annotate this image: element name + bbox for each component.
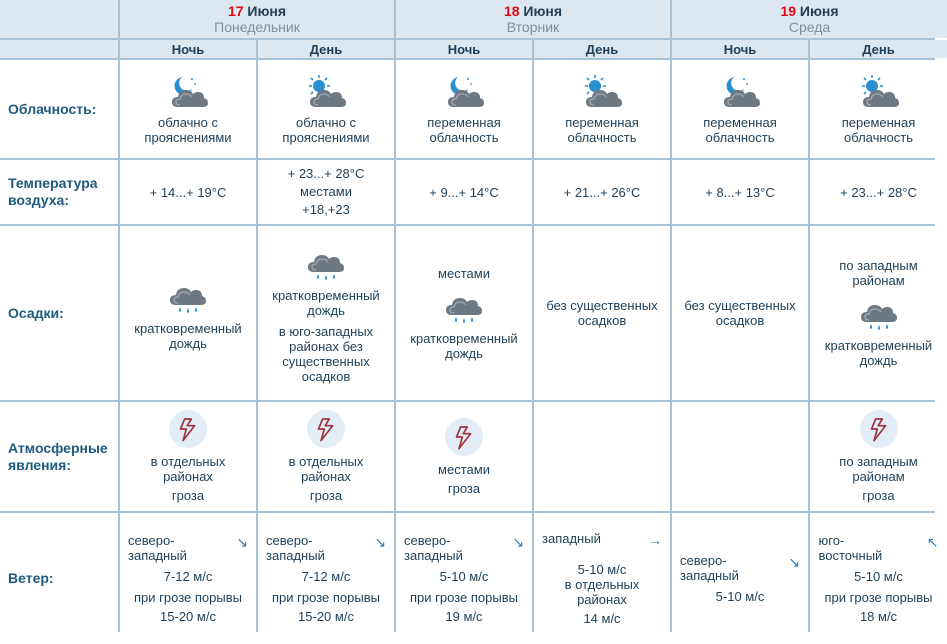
- atmo-text: местами: [438, 461, 490, 477]
- precip-extra: в юго-западных: [278, 324, 374, 339]
- temp-cell: [396, 160, 532, 224]
- temp-value: + 14...+ 19°C: [149, 184, 227, 200]
- precip-text: дождь: [859, 353, 898, 368]
- cloud-cell: [258, 60, 394, 158]
- atmo-text: районах: [163, 469, 213, 484]
- wind-direction: северо-: [404, 533, 451, 548]
- wind-gust: районах: [577, 592, 627, 607]
- wind-gust: при грозе порывы: [272, 590, 380, 605]
- rain-cloud-icon: [166, 275, 210, 315]
- cloud-text: переменная: [427, 115, 501, 130]
- day-header-1: [120, 0, 394, 38]
- atmo-cell: [120, 402, 256, 511]
- day-month: Июня: [799, 3, 839, 19]
- wind-gust-value: 15-20 м/с: [160, 609, 216, 624]
- day-number: 19: [780, 3, 797, 19]
- day-header-3: [672, 0, 947, 38]
- moon-cloud-icon: [166, 73, 210, 109]
- wind-arrow-icon: ↘: [374, 534, 386, 550]
- phase-header: Ночь: [672, 40, 808, 58]
- cloud-text: прояснениями: [144, 130, 232, 145]
- precip-cell: [810, 226, 947, 400]
- wind-gust: в отдельных: [564, 577, 640, 592]
- wind-arrow-icon: ↖: [926, 534, 939, 550]
- atmo-text: по западным: [839, 454, 918, 469]
- cloud-text: переменная: [841, 115, 916, 130]
- moon-cloud-icon: [718, 73, 762, 109]
- thunderstorm-icon: [169, 410, 207, 448]
- wind-arrow-icon: ↘: [788, 554, 800, 570]
- cloud-text: переменная: [703, 115, 777, 130]
- atmo-text: в отдельных: [150, 454, 226, 469]
- cloud-text: облачность: [705, 130, 775, 145]
- row-label-wind: Ветер:: [0, 513, 118, 644]
- wind-speed: 5-10 м/с: [439, 569, 489, 584]
- temp-cell: [534, 160, 670, 224]
- precip-cell: [258, 226, 394, 400]
- wind-gust: при грозе порывы: [410, 590, 518, 605]
- day-month: Июня: [523, 3, 563, 19]
- wind-gust: при грозе порывы: [134, 590, 242, 605]
- wind-gust-value: 19 м/с: [445, 609, 483, 624]
- wind-arrow-icon: ↘: [236, 534, 248, 550]
- wind-direction: западный: [128, 548, 187, 563]
- wind-cell: [258, 513, 394, 644]
- wind-cell: [120, 513, 256, 644]
- temp-value: + 9...+ 14°C: [429, 184, 499, 200]
- atmo-cell-empty: [672, 402, 808, 511]
- sun-cloud-icon: [580, 73, 624, 109]
- thunderstorm-icon: [445, 418, 483, 456]
- wind-gust-value: 18 м/с: [859, 609, 898, 624]
- temp-value: + 23...+ 28°C: [287, 166, 365, 181]
- day-number: 17: [227, 3, 244, 19]
- wind-cell: [672, 513, 808, 644]
- precip-text: дождь: [307, 303, 345, 318]
- day-number: 18: [503, 3, 520, 19]
- wind-arrow-icon: →: [648, 532, 662, 548]
- cloud-cell: [810, 60, 947, 158]
- wind-direction: северо-: [266, 533, 313, 548]
- precip-pre: районам: [852, 273, 905, 288]
- rain-cloud-icon: [442, 285, 486, 325]
- phase-header: День: [534, 40, 670, 58]
- atmo-text: районам: [852, 469, 905, 484]
- wind-direction: западный: [680, 568, 739, 583]
- precip-text: кратковременный: [272, 288, 380, 303]
- precip-text: без существенных: [684, 298, 796, 313]
- wind-speed: 5-10 м/с: [577, 562, 627, 577]
- atmo-cell: [396, 402, 532, 511]
- cloud-text: облачно с: [158, 115, 218, 130]
- precip-cell: [672, 226, 808, 400]
- precip-text: осадков: [715, 313, 765, 328]
- wind-direction: западный: [266, 548, 325, 563]
- phase-header: День: [810, 40, 947, 58]
- precip-cell: [396, 226, 532, 400]
- temp-cell: [672, 160, 808, 224]
- wind-direction: юго-: [818, 533, 845, 548]
- precip-text: кратковременный: [410, 330, 518, 346]
- precip-extra: осадков: [301, 369, 351, 384]
- row-label-phenomena: Атмосферные явления:: [0, 402, 118, 511]
- wind-speed: 7-12 м/с: [301, 569, 351, 584]
- precip-text: кратковременный: [134, 321, 242, 336]
- rain-cloud-icon: [857, 292, 901, 332]
- day-header-2: [396, 0, 670, 38]
- sun-cloud-icon: [304, 73, 348, 109]
- wind-speed: 7-12 м/с: [163, 569, 213, 584]
- row-label-cloudiness: Облачность:: [0, 60, 118, 158]
- wind-direction: западный: [404, 548, 463, 563]
- wind-speed: 5-10 м/с: [854, 569, 903, 584]
- wind-gust-value: 15-20 м/с: [298, 609, 354, 624]
- atmo-cell: [810, 402, 947, 511]
- wind-direction: западный: [542, 531, 601, 546]
- atmo-text: гроза: [309, 488, 343, 503]
- day-of-week: Понедельник: [214, 19, 300, 35]
- phase-header: День: [258, 40, 394, 58]
- phase-header: Ночь: [120, 40, 256, 58]
- wind-direction: северо-: [128, 533, 175, 548]
- temp-cell: [258, 160, 394, 224]
- wind-cell: [810, 513, 947, 644]
- precip-text: дождь: [445, 345, 483, 361]
- wind-speed: 5-10 м/с: [715, 589, 765, 604]
- sun-cloud-icon: [857, 73, 901, 109]
- moon-cloud-icon: [442, 73, 486, 109]
- wind-gust-value: 14 м/с: [583, 611, 621, 626]
- atmo-cell: [258, 402, 394, 511]
- rain-cloud-icon: [304, 242, 348, 282]
- cloud-cell: [534, 60, 670, 158]
- precip-cell: [120, 226, 256, 400]
- temp-value: + 21...+ 26°C: [563, 184, 641, 200]
- atmo-cell-empty: [534, 402, 670, 511]
- row-label-precipitation: Осадки:: [0, 226, 118, 400]
- wind-direction: восточный: [818, 548, 883, 563]
- temp-value: + 23...+ 28°C: [840, 184, 917, 200]
- cloud-text: облачно с: [296, 115, 356, 130]
- day-month: Июня: [247, 3, 287, 19]
- precip-cell: [534, 226, 670, 400]
- wind-direction: северо-: [680, 553, 727, 568]
- atmo-text: в отдельных: [288, 454, 364, 469]
- precip-pre: местами: [438, 265, 490, 281]
- temp-value: + 8...+ 13°C: [705, 184, 775, 200]
- temp-note-value: +18,+23: [302, 202, 350, 217]
- temp-cell: [120, 160, 256, 224]
- cloud-cell: [672, 60, 808, 158]
- row-label-temperature: Температура воздуха:: [0, 160, 118, 224]
- cloud-cell: [396, 60, 532, 158]
- cloud-text: облачность: [429, 130, 499, 145]
- precip-extra: районах без: [289, 339, 363, 354]
- cloud-text: прояснениями: [282, 130, 370, 145]
- day-of-week: Вторник: [506, 19, 560, 35]
- cloud-text: переменная: [565, 115, 639, 130]
- cloud-text: облачность: [843, 130, 914, 145]
- atmo-text: гроза: [171, 488, 205, 503]
- cloud-cell: [120, 60, 256, 158]
- thunderstorm-icon: [307, 410, 345, 448]
- wind-gust: при грозе порывы: [824, 590, 933, 605]
- thunderstorm-icon: [860, 410, 898, 448]
- precip-text: дождь: [169, 336, 207, 351]
- precip-extra: существенных: [282, 354, 370, 369]
- cloud-text: облачность: [567, 130, 637, 145]
- temp-cell: [810, 160, 947, 224]
- day-of-week: Среда: [788, 19, 831, 35]
- corner-header: [0, 0, 118, 38]
- corner-phase: [0, 40, 118, 58]
- precip-text: кратковременный: [824, 338, 933, 353]
- temp-note: местами: [300, 184, 352, 199]
- atmo-text: гроза: [862, 488, 895, 503]
- phase-header: Ночь: [396, 40, 532, 58]
- atmo-text: гроза: [447, 480, 481, 496]
- wind-arrow-icon: ↘: [512, 534, 524, 550]
- wind-cell: [396, 513, 532, 644]
- atmo-text: районах: [301, 469, 351, 484]
- wind-cell: [534, 513, 670, 644]
- precip-pre: по западным: [839, 258, 918, 273]
- precip-text: осадков: [577, 313, 627, 328]
- precip-text: без существенных: [546, 298, 658, 313]
